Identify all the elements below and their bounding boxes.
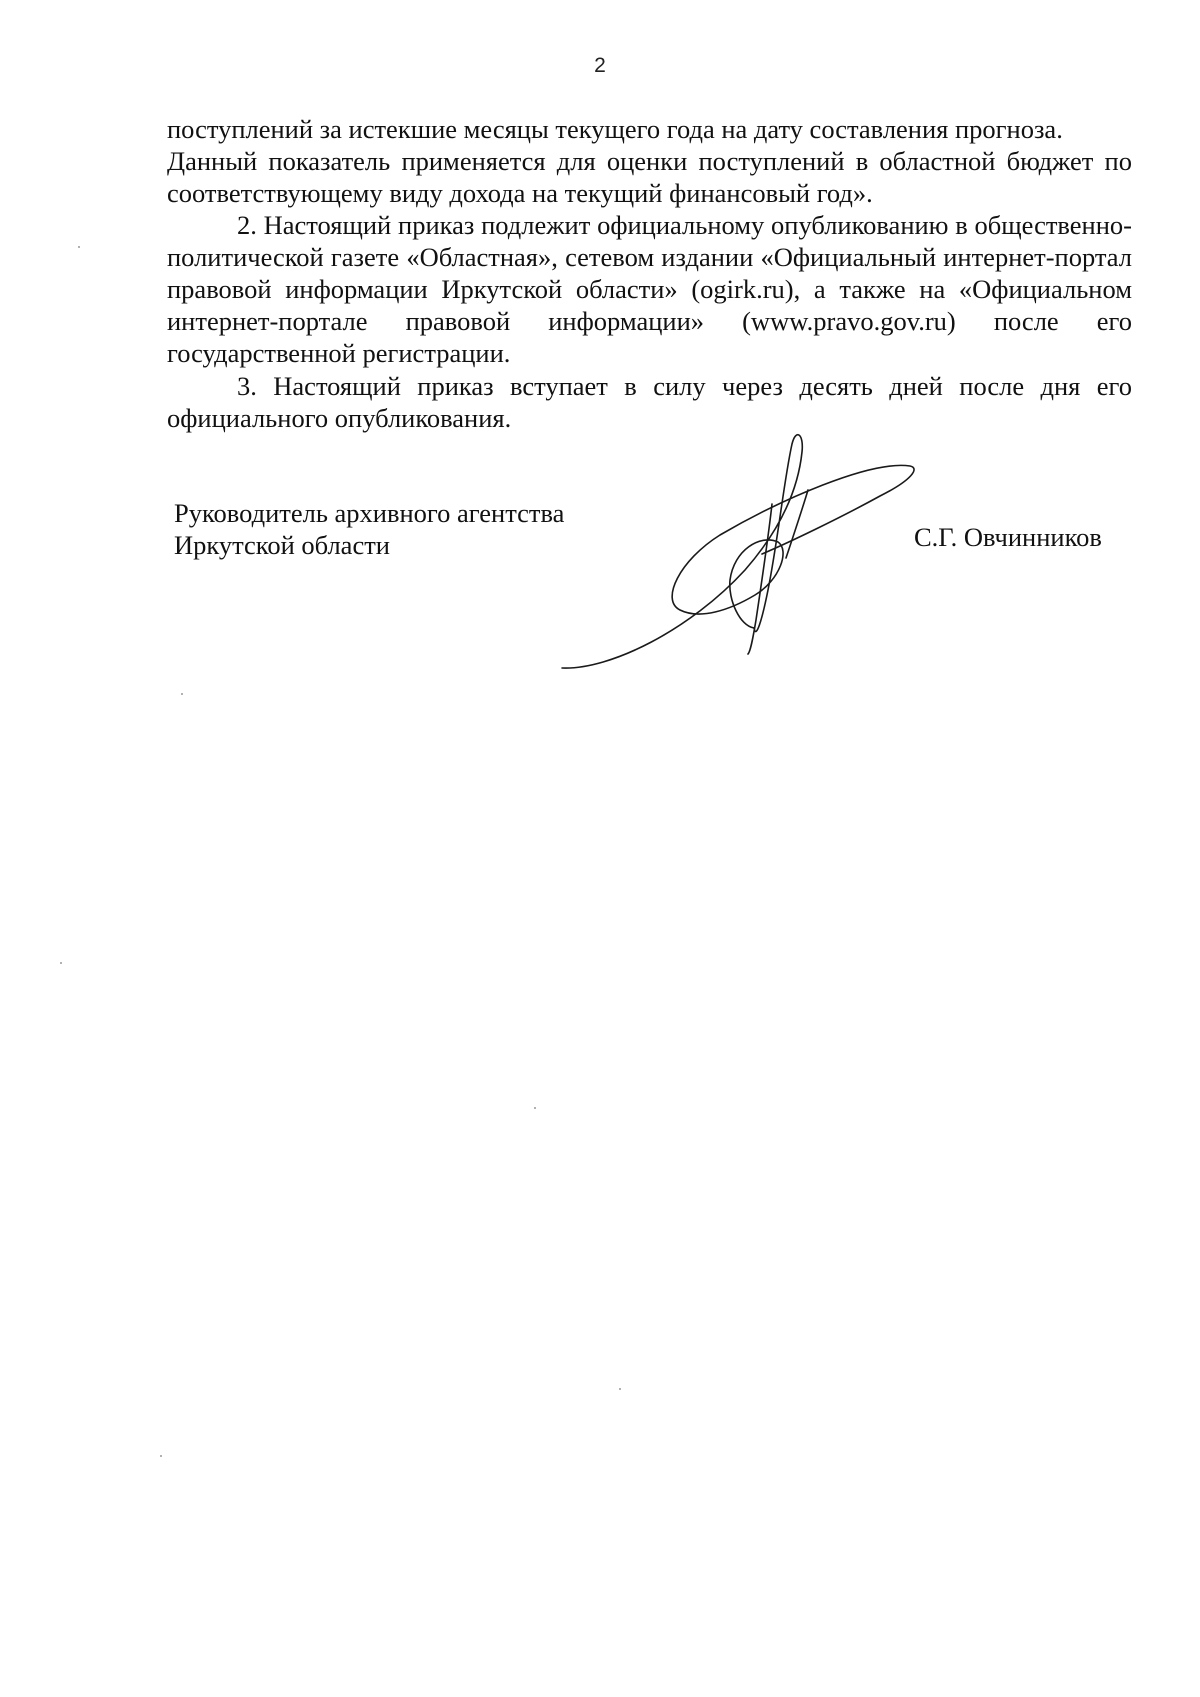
- scan-speck: [160, 1455, 162, 1457]
- scan-speck: [619, 1388, 621, 1390]
- paragraph-item-2: [167, 209, 1132, 369]
- continuation-rest: Данный показатель применяется для оценки поступлений в областной бюджет по соответствующему виду дохода на текущий финансовый год».: [167, 146, 1132, 208]
- scan-speck: [181, 693, 183, 695]
- scan-speck: [60, 962, 62, 964]
- item-3-text: 3. Настоящий приказ вступает в силу через десять дней после дня его официального опубликования.: [167, 371, 1132, 433]
- signer-position: [174, 497, 564, 561]
- paragraph-continuation: [167, 113, 1132, 209]
- scan-speck: [78, 246, 80, 248]
- scan-speck: [534, 1107, 536, 1109]
- signer-name: С.Г. Овчинников: [914, 522, 1102, 552]
- signer-position-line-1: Руководитель архивного агентства: [174, 498, 565, 528]
- paragraph-item-3: [167, 370, 1132, 434]
- page-number: 2: [594, 54, 606, 77]
- handwritten-signature: [540, 430, 940, 690]
- continuation-line-1: поступлений за истекшие месяцы текущего года на дату составления прогноза.: [167, 114, 1063, 144]
- item-2-text: 2. Настоящий приказ подлежит официальному опубликованию в общественно-политической газете «Областная», сетевом издании «Официальный интернет-портал правовой информации Иркутской области» (ogirk.ru), а также на «Официальном интернет-портале правовой информации» (www.pravo.gov.ru) после его государственной регистрации.: [167, 210, 1132, 368]
- signer-position-line-2: Иркутской области: [174, 530, 390, 560]
